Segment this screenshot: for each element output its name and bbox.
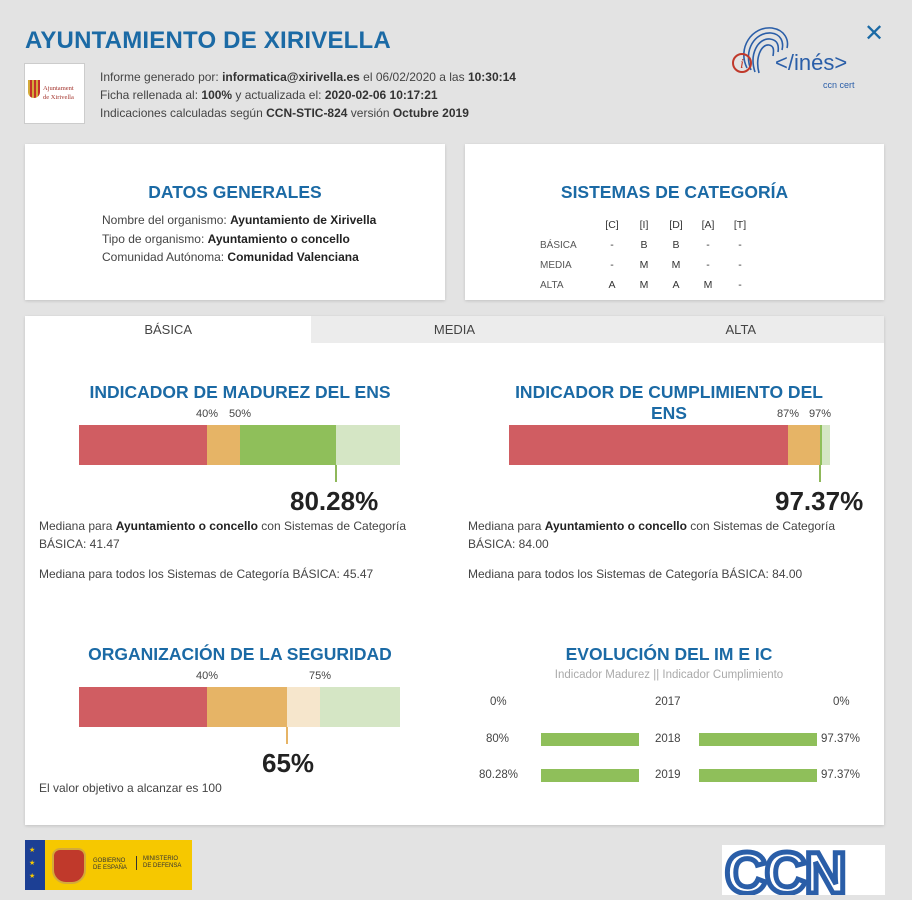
- indications-line: Indicaciones calculadas según CCN-STIC-824 versión Octubre 2019: [100, 106, 469, 120]
- bar-segment-red: [79, 687, 207, 727]
- bar-segment-green: [240, 425, 336, 465]
- bar-segment-red: [509, 425, 788, 465]
- evo-im-2018: 80%: [486, 733, 510, 745]
- organizacion-needle: [286, 727, 288, 744]
- datos-generales-card: [25, 144, 445, 300]
- organizacion-bar: [79, 687, 400, 727]
- cumplimiento-median-all: Mediana para todos los Sistemas de Categoría BÁSICA: 84.00: [468, 567, 803, 581]
- organizacion-title: ORGANIZACIÓN DE LA SEGURIDAD: [88, 644, 392, 664]
- cumplimiento-title: INDICADOR DE CUMPLIMIENTO DEL ENS: [515, 382, 823, 423]
- datos-generales-title: DATOS GENERALES: [148, 182, 322, 202]
- bar-segment-light-green: [336, 425, 400, 465]
- organismo-nombre: Nombre del organismo: Ayuntamiento de Xirivella: [102, 213, 377, 227]
- ines-logo: [727, 18, 862, 93]
- madurez-median-type: Mediana para Ayuntamiento o concello con Sistemas de Categoría BÁSICA: 41.47: [39, 519, 407, 551]
- evo-year-2019: 2019: [655, 769, 681, 781]
- organismo-tipo: Tipo de organismo: Ayuntamiento o concello: [102, 231, 350, 246]
- cumplimiento-needle: [819, 465, 821, 482]
- ccn-logo: [722, 845, 885, 895]
- gobierno-espana-logo: [25, 840, 192, 890]
- ficha-line: Ficha rellenada al: 100% y actualizada el: 2020-02-06 10:17:21: [100, 88, 438, 102]
- evo-im-bar-2018: [541, 733, 639, 746]
- tab-alta[interactable]: ALTA: [598, 316, 884, 343]
- evo-im-2017: 0%: [490, 696, 507, 708]
- madurez-marker-50: 50%: [229, 408, 252, 420]
- svg-text:</inés>: </inés>: [775, 50, 848, 75]
- category-tabs: [25, 316, 884, 343]
- bar-segment-light-green: [822, 425, 830, 465]
- evo-ic-2018: 97.37%: [821, 733, 861, 745]
- evo-im-bar-2019: [541, 769, 639, 782]
- bar-segment-light-orange: [287, 687, 320, 727]
- comunidad-autonoma: Comunidad Autónoma: Comunidad Valenciana: [102, 250, 359, 264]
- bar-segment-red: [79, 425, 207, 465]
- evo-im-2019: 80.28%: [479, 769, 519, 781]
- table-row: ALTA A M A M -: [540, 279, 742, 291]
- madurez-median-all: Mediana para todos los Sistemas de Categoría BÁSICA: 45.47: [39, 567, 374, 581]
- madurez-bar: [79, 425, 400, 465]
- evo-year-2018: 2018: [655, 733, 681, 745]
- bar-segment-light-green: [320, 687, 400, 727]
- cumplimiento-marker-97: 97%: [809, 408, 832, 420]
- tab-media[interactable]: MEDIA: [311, 316, 597, 343]
- logo-text: Ajuntament de Xirivella: [43, 85, 74, 102]
- svg-text:ccn cert: ccn cert: [823, 80, 855, 90]
- cumplimiento-median-type: Mediana para Ayuntamiento o concello con Sistemas de Categoría BÁSICA: 84.00: [468, 519, 836, 551]
- coat-of-arms-icon: [52, 848, 86, 884]
- evo-ic-bar-2019: [699, 769, 817, 782]
- organizacion-marker-75: 75%: [309, 670, 332, 682]
- ayuntamiento-logo: [24, 63, 85, 124]
- table-header: [C] [I] [D] [A] [T]: [605, 219, 747, 231]
- report-generated-line: Informe generado por: informatica@xirivella.es el 06/02/2020 a las 10:30:14: [100, 70, 516, 84]
- shield-icon: [28, 80, 40, 98]
- close-icon[interactable]: ✕: [864, 20, 885, 47]
- svg-text:CCN: CCN: [725, 845, 845, 895]
- bar-segment-orange: [207, 425, 240, 465]
- evo-ic-2019: 97.37%: [821, 769, 861, 781]
- cumplimiento-value: 97.37%: [775, 486, 864, 516]
- evo-ic-bar-2018: [699, 733, 817, 746]
- page-title: AYUNTAMIENTO DE XIRIVELLA: [25, 27, 391, 54]
- madurez-value: 80.28%: [290, 486, 379, 516]
- madurez-needle: [335, 465, 337, 482]
- gobierno-text: GOBIERNO DE ESPAÑA: [93, 858, 127, 871]
- evo-ic-2017: 0%: [833, 696, 850, 708]
- evo-year-2017: 2017: [655, 696, 681, 708]
- cumplimiento-bar: [509, 425, 830, 465]
- categoria-table: [540, 215, 756, 295]
- bar-segment-orange: [788, 425, 820, 465]
- table-row: MEDIA - M M - -: [540, 259, 742, 271]
- madurez-marker-40: 40%: [196, 408, 219, 420]
- table-row: BÁSICA - B B - -: [540, 239, 742, 251]
- ministerio-text: MINISTERIO DE DEFENSA: [136, 856, 181, 870]
- indicators-card: [25, 316, 884, 825]
- evolucion-subtitle: Indicador Madurez || Indicador Cumplimiento: [554, 669, 784, 681]
- organizacion-marker-40: 40%: [196, 670, 219, 682]
- organizacion-value: 65%: [262, 748, 315, 778]
- sistemas-categoria-card: [465, 144, 884, 300]
- madurez-title: INDICADOR DE MADUREZ DEL ENS: [89, 382, 391, 402]
- eu-flag-icon: ★ ★ ★: [25, 840, 45, 890]
- tab-basica[interactable]: BÁSICA: [25, 316, 311, 343]
- svg-text:i: i: [740, 57, 744, 72]
- bar-segment-orange: [207, 687, 287, 727]
- cumplimiento-marker-87: 87%: [777, 408, 800, 420]
- evolucion-title: EVOLUCIÓN DEL IM E IC: [565, 644, 773, 664]
- organizacion-target-note: El valor objetivo a alcanzar es 100: [39, 781, 222, 795]
- report-meta: [100, 68, 516, 122]
- sistemas-categoria-title: SISTEMAS DE CATEGORÍA: [560, 182, 789, 202]
